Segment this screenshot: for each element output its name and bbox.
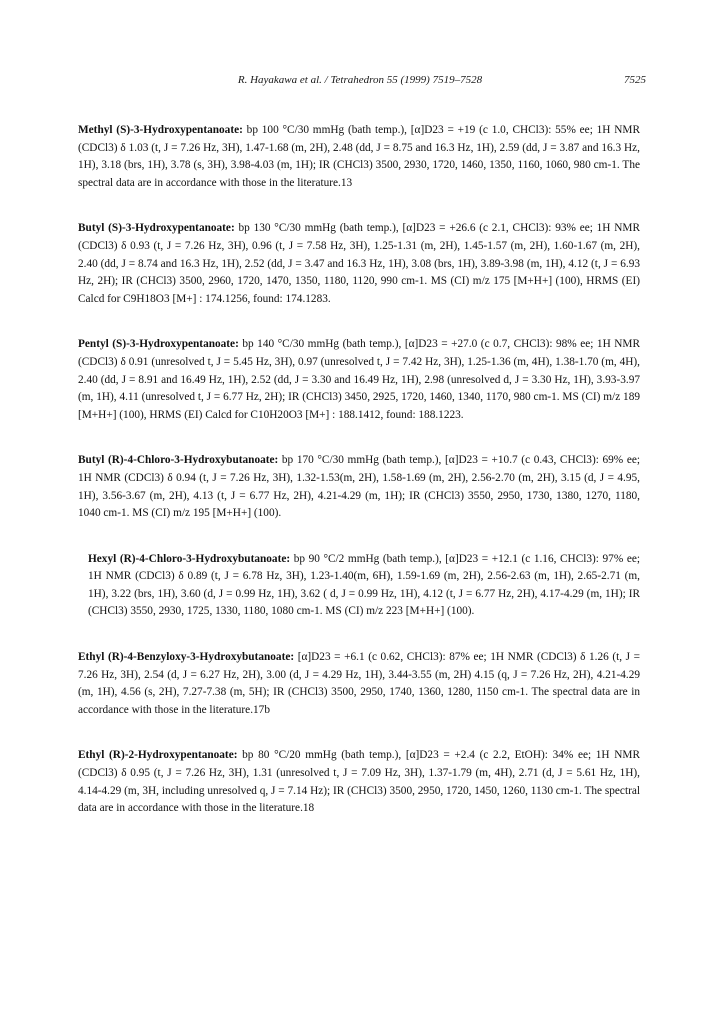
running-head: R. Hayakawa et al. / Tetrahedron 55 (1999) 7519–7528 [237,74,483,86]
compound-name: Methyl (S)-3-Hydroxypentanoate: [78,124,243,136]
compound-entry [88,551,640,621]
compound-name: Hexyl (R)-4-Chloro-3-Hydroxybutanoate: [88,552,291,565]
compound-data: bp 170 °C/30 mmHg (bath temp.), [α]D23 = +10.7 (c 0.43, CHCl3): 69% ee; 1H NMR (CDCl3) δ 0.94 (t, J = 7.26 Hz, 3H), 1.32-1.53(m, 2H), 1.58-1.69 (m, 2H), 2.56-2.70 (m, 2H), 3.15 (d, J = 4.95, 1H), 3.56-3.67 (m, 2H), 4.13 (t, J = 6.77 Hz, 2H), 4.21-4.29 (m, 1H); IR (CHCl3) 3550, 2950, 1730, 1380, 1270, 1180, 1040 cm-1. MS (CI) m/z 195 [M+H+] (100). [78,454,640,520]
compound-name: Pentyl (S)-3-Hydroxypentanoate: [78,338,239,351]
page-header [0,74,720,90]
compound-data: bp 80 °C/20 mmHg (bath temp.), [α]D23 = +2.4 (c 2.2, EtOH): 34% ee; 1H NMR (CDCl3) δ 0.95 (t, J = 7.26 Hz, 3H), 1.31 (unresolved t, J = 7.09 Hz, 3H), 1.37-1.79 (m, 4H), 2.71 (d, J = 5.61 Hz, 1H), 4.14-4.29 (m, 3H, including unresolved q, J = 7.14 Hz); IR (CHCl3) 3500, 2950, 1720, 1450, 1260, 1130 cm-1. The spectral data are in accordance with those in the literature.18 [78,749,640,815]
compound-data: bp 90 °C/2 mmHg (bath temp.), [α]D23 = +12.1 (c 1.16, CHCl3): 97% ee; 1H NMR (CDCl3) δ 0.89 (t, J = 6.78 Hz, 3H), 1.23-1.40(m, 6H), 1.59-1.69 (m, 2H), 2.56-2.63 (m, 1H), 2.65-2.71 (m, 1H), 3.22 (brs, 1H), 3.60 (d, J = 0.99 Hz, 1H), 3.62 ( d, J = 0.99 Hz, 1H), 4.12 (t, J = 6.77 Hz, 2H), 4.17-4.29 (m, 1H); IR (CHCl3) 3550, 2930, 1725, 1330, 1180, 1080 cm-1. MS (CI) m/z 223 [M+H+] (100). [88,552,640,618]
compound-name: Ethyl (R)-4-Benzyloxy-3-Hydroxybutanoate: [78,651,295,664]
compound-data: bp 100 °C/30 mmHg (bath temp.), [α]D23 = +19 (c 1.0, CHCl3): 55% ee; 1H NMR (CDCl3) δ 1.03 (t, J = 7.26 Hz, 3H), 1.47-1.68 (m, 2H), 2.48 (dd, J = 8.75 and 16.3 Hz, 1H), 2.59 (dd, J = 3.87 and 16.3 Hz, 1H), 3.18 (brs, 1H), 3.78 (s, 3H), 3.98-4.03 (m, 1H); IR (CHCl3) 3500, 2930, 1720, 1460, 1350, 1160, 1060, 980 cm-1. The spectral data are in accordance with those in the literature.13 [78,124,640,189]
compound-entry [78,122,640,192]
compound-entry [78,336,640,424]
compound-name: Butyl (S)-3-Hydroxypentanoate: [78,222,235,235]
compound-entry [78,649,640,719]
compound-data: [α]D23 = +6.1 (c 0.62, CHCl3): 87% ee; 1H NMR (CDCl3) δ 1.26 (t, J = 7.26 Hz, 3H), 2.54 (d, J = 6.27 Hz, 2H), 3.00 (d, J = 4.29 Hz, 1H), 3.44-3.55 (m, 2H) 4.15 (q, J = 7.26 Hz, 2H), 4.21-4.29 (m, 1H), 4.56 (s, 2H), 7.27-7.38 (m, 5H); IR (CHCl3) 3500, 2950, 1740, 1360, 1280, 1150 cm-1. The spectral data are in accordance with those in the literature.17b [78,651,640,716]
compound-name: Butyl (R)-4-Chloro-3-Hydroxybutanoate: [78,454,279,467]
compound-data: bp 130 °C/30 mmHg (bath temp.), [α]D23 = +26.6 (c 2.1, CHCl3): 93% ee; 1H NMR (CDCl3) δ 0.93 (t, J = 7.26 Hz, 3H), 0.96 (t, J = 7.58 Hz, 3H), 1.25-1.31 (m, 2H), 1.45-1.57 (m, 2H), 1.60-1.67 (m, 2H), 2.40 (dd, J = 8.74 and 16.3 Hz, 1H), 2.52 (dd, J = 3.47 and 16.3 Hz, 1H), 3.08 (brs, 1H), 3.89-3.98 (m, 1H), 4.12 (t, J = 6.93 Hz, 2H); IR (CHCl3) 3500, 2960, 1720, 1470, 1350, 1180, 1120, 990 cm-1. MS (CI) m/z 175 [M+H+] (100), HRMS (EI) Calcd for C9H18O3 [M+] : 174.1256, found: 174.1283. [78,222,640,305]
compound-name: Ethyl (R)-2-Hydroxypentanoate: [78,749,238,762]
page-number: 7525 [624,74,646,86]
compound-entry [78,452,640,522]
experimental-section [78,122,640,846]
compound-data: bp 140 °C/30 mmHg (bath temp.), [α]D23 = +27.0 (c 0.7, CHCl3): 98% ee; 1H NMR (CDCl3) δ 0.91 (unresolved t, J = 5.45 Hz, 3H), 0.97 (unresolved t, J = 7.42 Hz, 3H), 1.25-1.36 (m, 4H), 1.38-1.70 (m, 4H), 2.40 (dd, J = 8.91 and 16.49 Hz, 1H), 2.52 (dd, J = 3.30 and 16.49 Hz, 1H), 2.98 (unresolved d, J = 3.30 Hz, 1H), 3.93-3.97 (m, 1H), 4.11 (unresolved t, J = 6.77 Hz, 2H); IR (CHCl3) 3450, 2925, 1720, 1460, 1340, 1170, 980 cm-1. MS (CI) m/z 189 [M+H+] (100), HRMS (EI) Calcd for C10H20O3 [M+] : 188.1412, found: 188.1223. [78,338,640,421]
compound-entry [78,747,640,817]
compound-entry [78,220,640,308]
